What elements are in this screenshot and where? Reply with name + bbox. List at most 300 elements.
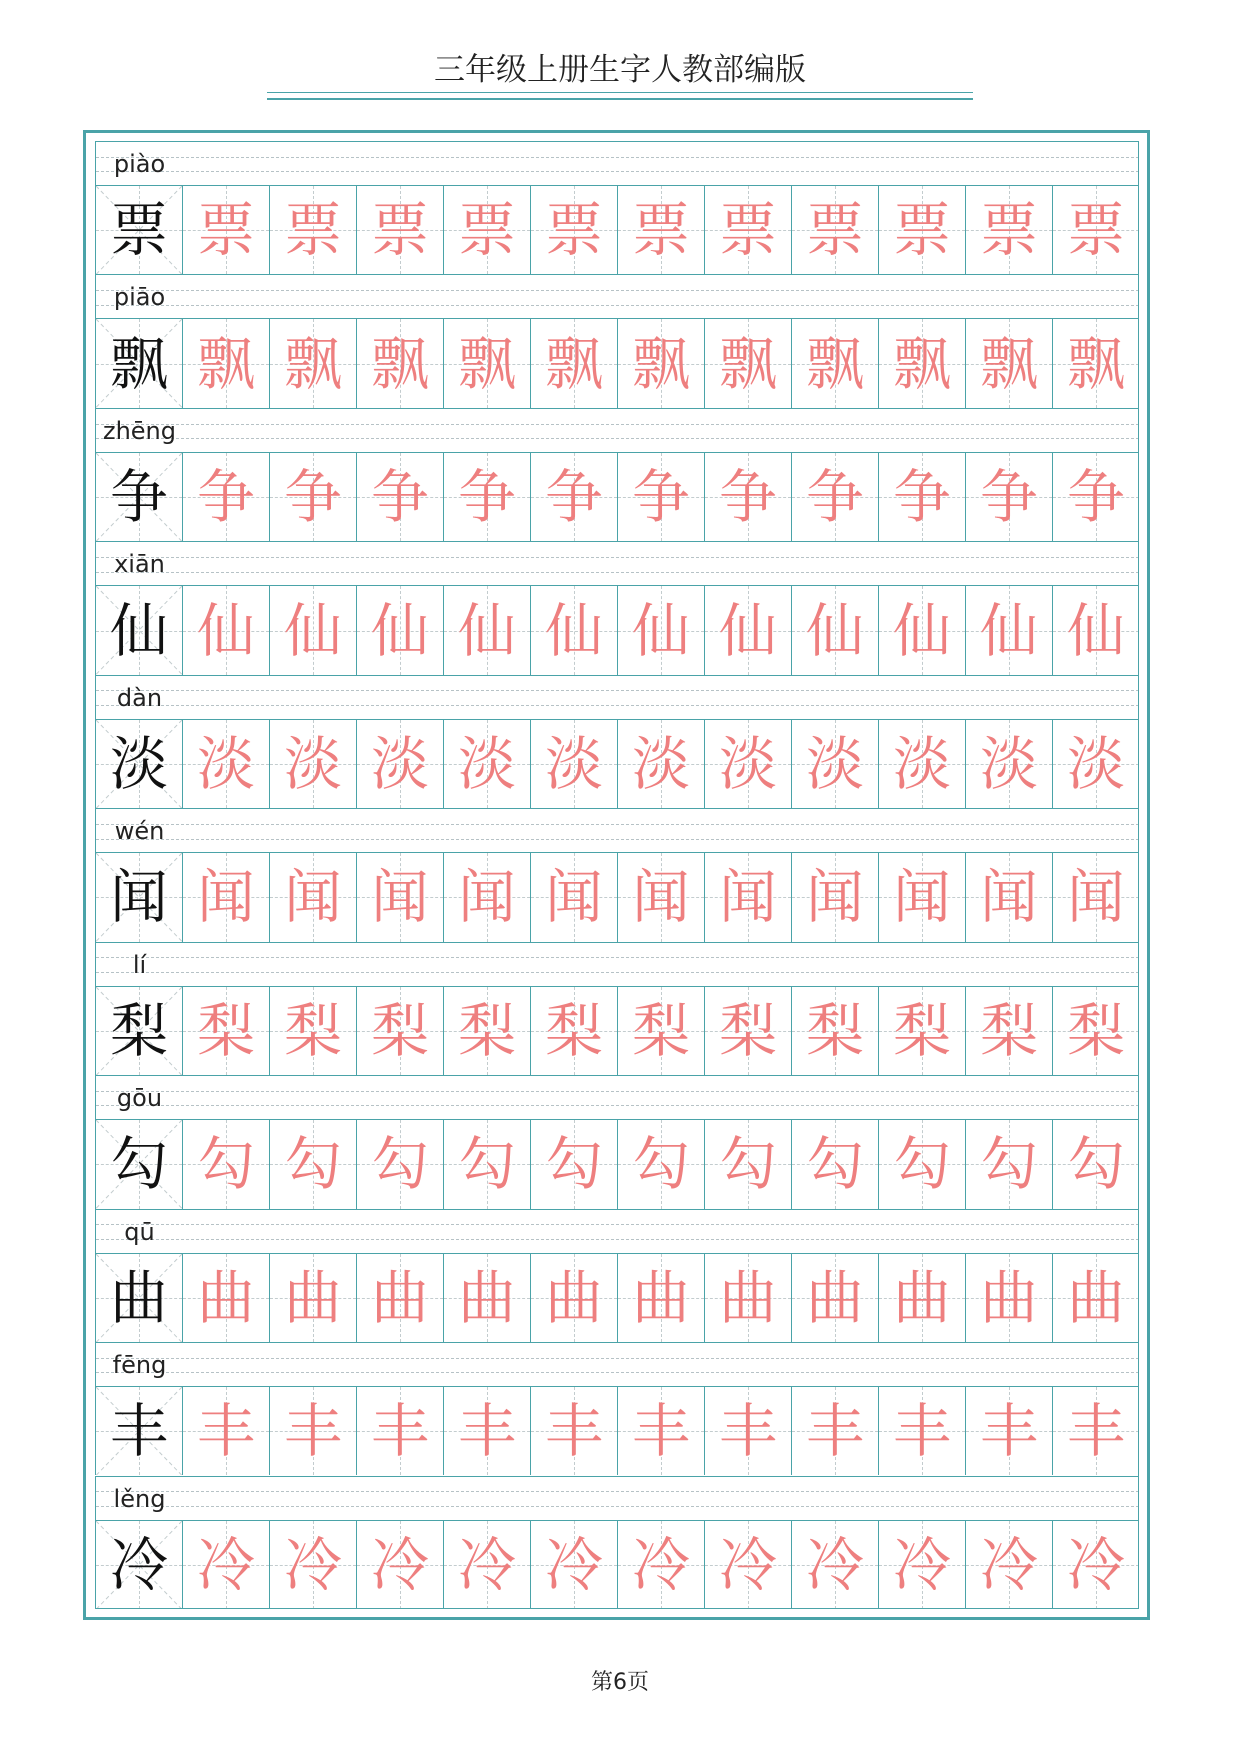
trace-character-cell[interactable] xyxy=(182,585,269,674)
trace-character-cell[interactable] xyxy=(617,1520,704,1609)
model-character-cell[interactable] xyxy=(95,1253,182,1342)
practice-row xyxy=(95,808,1139,941)
trace-character: 仙 xyxy=(979,596,1038,665)
model-character-cell[interactable] xyxy=(95,1386,182,1475)
pinyin-label: dàn xyxy=(116,683,163,712)
trace-character-cell[interactable] xyxy=(878,986,965,1075)
trace-character: 梨 xyxy=(805,996,864,1065)
trace-character-cell[interactable] xyxy=(182,1119,269,1208)
trace-character-cell[interactable] xyxy=(704,852,791,941)
pinyin-strip xyxy=(95,1342,1139,1386)
trace-character: 仙 xyxy=(196,596,255,665)
trace-character-cell[interactable] xyxy=(1052,318,1139,407)
trace-character-cell[interactable] xyxy=(704,1520,791,1609)
trace-character-cell[interactable] xyxy=(269,585,356,674)
trace-character-cell[interactable] xyxy=(530,318,617,407)
trace-character-cell[interactable] xyxy=(965,852,1052,941)
pinyin-strip xyxy=(95,1476,1139,1520)
trace-character: 淡 xyxy=(892,730,951,799)
trace-character: 丰 xyxy=(457,1397,516,1466)
trace-character-cell[interactable] xyxy=(182,719,269,808)
trace-character-cell[interactable] xyxy=(878,585,965,674)
pinyin-guide-line xyxy=(96,157,1139,158)
trace-character-cell[interactable] xyxy=(356,986,443,1075)
model-character-cell[interactable] xyxy=(95,852,182,941)
trace-character-cell[interactable] xyxy=(617,452,704,541)
pinyin-guide-line xyxy=(96,1224,1139,1225)
trace-character: 仙 xyxy=(457,596,516,665)
trace-character: 冷 xyxy=(979,1530,1038,1599)
trace-character: 争 xyxy=(370,463,429,532)
trace-character: 曲 xyxy=(892,1263,951,1332)
trace-character-cell[interactable] xyxy=(878,185,965,274)
trace-character: 飘 xyxy=(370,329,429,398)
trace-character: 闻 xyxy=(283,863,342,932)
trace-character: 争 xyxy=(718,463,777,532)
pinyin-label: xiān xyxy=(114,550,165,579)
trace-character-cell[interactable] xyxy=(1052,1386,1139,1475)
pinyin-guide-line xyxy=(96,438,1139,439)
trace-character-cell[interactable] xyxy=(617,1119,704,1208)
practice-row xyxy=(95,1342,1139,1475)
trace-character-cell[interactable] xyxy=(791,452,878,541)
trace-character: 丰 xyxy=(370,1397,429,1466)
trace-character: 勾 xyxy=(805,1130,864,1199)
model-character-cell[interactable] xyxy=(95,318,182,407)
trace-character: 梨 xyxy=(457,996,516,1065)
trace-character: 梨 xyxy=(283,996,342,1065)
grid-right-edge xyxy=(1138,141,1139,1609)
trace-character-cell[interactable] xyxy=(443,318,530,407)
trace-character-cell[interactable] xyxy=(269,1386,356,1475)
trace-character-cell[interactable] xyxy=(530,185,617,274)
trace-character: 票 xyxy=(196,196,255,265)
pinyin-label: zhēng xyxy=(102,416,177,445)
trace-character-cell[interactable] xyxy=(269,852,356,941)
trace-character-cell[interactable] xyxy=(530,1253,617,1342)
trace-character-cell[interactable] xyxy=(965,986,1052,1075)
trace-character: 勾 xyxy=(283,1130,342,1199)
pinyin-strip xyxy=(95,1209,1139,1253)
trace-character: 冷 xyxy=(196,1530,255,1599)
trace-character-cell[interactable] xyxy=(1052,719,1139,808)
trace-character: 曲 xyxy=(1066,1263,1125,1332)
trace-character-cell[interactable] xyxy=(356,452,443,541)
trace-character: 丰 xyxy=(544,1397,603,1466)
trace-character: 飘 xyxy=(805,329,864,398)
trace-character: 梨 xyxy=(979,996,1038,1065)
trace-character-cell[interactable] xyxy=(791,1119,878,1208)
trace-character-cell[interactable] xyxy=(965,1520,1052,1609)
trace-character-cell[interactable] xyxy=(356,1119,443,1208)
trace-character-cell[interactable] xyxy=(878,1119,965,1208)
pinyin-strip xyxy=(95,141,1139,185)
trace-character: 梨 xyxy=(370,996,429,1065)
model-character-cell[interactable] xyxy=(95,986,182,1075)
trace-character: 飘 xyxy=(892,329,951,398)
trace-character: 勾 xyxy=(631,1130,690,1199)
trace-character-cell[interactable] xyxy=(704,986,791,1075)
trace-character: 争 xyxy=(805,463,864,532)
trace-character-cell[interactable] xyxy=(878,1253,965,1342)
pinyin-guide-line xyxy=(96,1358,1139,1359)
trace-character: 丰 xyxy=(631,1397,690,1466)
trace-character: 争 xyxy=(892,463,951,532)
trace-character: 曲 xyxy=(805,1263,864,1332)
trace-character-cell[interactable] xyxy=(443,1520,530,1609)
trace-character-cell[interactable] xyxy=(965,318,1052,407)
pinyin-guide-line xyxy=(96,1506,1139,1507)
trace-character-cell[interactable] xyxy=(617,1386,704,1475)
trace-character-cell[interactable] xyxy=(965,585,1052,674)
model-character-cell[interactable] xyxy=(95,185,182,274)
trace-character-cell[interactable] xyxy=(356,1253,443,1342)
practice-row xyxy=(95,942,1139,1075)
pinyin-guide-line xyxy=(96,1105,1139,1106)
trace-character-cell[interactable] xyxy=(965,1253,1052,1342)
trace-character-cell[interactable] xyxy=(617,719,704,808)
model-character-cell[interactable] xyxy=(95,452,182,541)
trace-character-cell[interactable] xyxy=(182,452,269,541)
trace-character: 梨 xyxy=(631,996,690,1065)
trace-character-cell[interactable] xyxy=(791,852,878,941)
trace-character-cell[interactable] xyxy=(1052,852,1139,941)
practice-row xyxy=(95,675,1139,808)
model-character-cell[interactable] xyxy=(95,1119,182,1208)
practice-row xyxy=(95,408,1139,541)
trace-character-cell[interactable] xyxy=(1052,986,1139,1075)
pinyin-guide-line xyxy=(96,1091,1139,1092)
pinyin-strip xyxy=(95,408,1139,452)
trace-character-cell[interactable] xyxy=(1052,585,1139,674)
trace-character: 争 xyxy=(196,463,255,532)
trace-character: 淡 xyxy=(544,730,603,799)
trace-character: 票 xyxy=(979,196,1038,265)
trace-character-cell[interactable] xyxy=(704,585,791,674)
pinyin-guide-line xyxy=(96,972,1139,973)
trace-character-cell[interactable] xyxy=(356,585,443,674)
model-character: 争 xyxy=(109,463,168,532)
trace-character: 丰 xyxy=(892,1397,951,1466)
pinyin-strip xyxy=(95,675,1139,719)
model-character: 仙 xyxy=(109,596,168,665)
trace-character-cell[interactable] xyxy=(1052,185,1139,274)
trace-character: 争 xyxy=(631,463,690,532)
trace-character-cell[interactable] xyxy=(617,185,704,274)
trace-character-cell[interactable] xyxy=(356,719,443,808)
trace-character: 仙 xyxy=(370,596,429,665)
trace-character-cell[interactable] xyxy=(530,986,617,1075)
model-character: 飘 xyxy=(109,329,168,398)
trace-character: 丰 xyxy=(283,1397,342,1466)
trace-character: 闻 xyxy=(631,863,690,932)
trace-character-cell[interactable] xyxy=(965,185,1052,274)
trace-character-cell[interactable] xyxy=(791,719,878,808)
trace-character: 冷 xyxy=(631,1530,690,1599)
pinyin-label: qū xyxy=(124,1217,155,1246)
pinyin-strip xyxy=(95,541,1139,585)
trace-character: 勾 xyxy=(1066,1130,1125,1199)
trace-character: 票 xyxy=(1066,196,1125,265)
trace-character-cell[interactable] xyxy=(704,1253,791,1342)
pinyin-guide-line xyxy=(96,839,1139,840)
trace-character-cell[interactable] xyxy=(182,1520,269,1609)
trace-character: 冷 xyxy=(1066,1530,1125,1599)
trace-character-cell[interactable] xyxy=(704,1386,791,1475)
trace-character-cell[interactable] xyxy=(704,452,791,541)
model-character: 闻 xyxy=(109,863,168,932)
trace-character: 仙 xyxy=(1066,596,1125,665)
trace-character-cell[interactable] xyxy=(791,185,878,274)
trace-character-cell[interactable] xyxy=(182,185,269,274)
trace-character: 飘 xyxy=(631,329,690,398)
trace-character: 丰 xyxy=(805,1397,864,1466)
trace-character-cell[interactable] xyxy=(1052,1520,1139,1609)
model-character-cell[interactable] xyxy=(95,585,182,674)
trace-character-cell[interactable] xyxy=(356,1520,443,1609)
trace-character: 冷 xyxy=(892,1530,951,1599)
trace-character: 淡 xyxy=(370,730,429,799)
trace-character-cell[interactable] xyxy=(530,719,617,808)
trace-character-cell[interactable] xyxy=(356,318,443,407)
trace-character: 曲 xyxy=(544,1263,603,1332)
trace-character-cell[interactable] xyxy=(704,719,791,808)
trace-character: 冷 xyxy=(718,1530,777,1599)
model-character-cell[interactable] xyxy=(95,719,182,808)
trace-character: 争 xyxy=(1066,463,1125,532)
page-number: 第6页 xyxy=(591,1670,649,1695)
trace-character-cell[interactable] xyxy=(182,1386,269,1475)
trace-character-cell[interactable] xyxy=(704,318,791,407)
trace-character-cell[interactable] xyxy=(269,986,356,1075)
pinyin-guide-line xyxy=(96,690,1139,691)
trace-character: 勾 xyxy=(370,1130,429,1199)
trace-character-cell[interactable] xyxy=(965,1119,1052,1208)
title-underline-thick xyxy=(267,98,973,100)
trace-character: 丰 xyxy=(979,1397,1038,1466)
trace-character-cell[interactable] xyxy=(182,852,269,941)
trace-character-cell[interactable] xyxy=(1052,1253,1139,1342)
trace-character: 飘 xyxy=(544,329,603,398)
trace-character-cell[interactable] xyxy=(878,318,965,407)
page-title: 三年级上册生字人教部编版 xyxy=(434,52,806,88)
trace-character: 闻 xyxy=(979,863,1038,932)
title-underline-thin xyxy=(267,92,973,93)
trace-character-cell[interactable] xyxy=(443,986,530,1075)
trace-character-cell[interactable] xyxy=(965,719,1052,808)
trace-character-cell[interactable] xyxy=(269,1520,356,1609)
trace-character-cell[interactable] xyxy=(791,1386,878,1475)
trace-character: 梨 xyxy=(196,996,255,1065)
pinyin-strip xyxy=(95,274,1139,318)
pinyin-label: wén xyxy=(114,817,165,846)
trace-character: 闻 xyxy=(196,863,255,932)
trace-character-cell[interactable] xyxy=(443,852,530,941)
trace-character-cell[interactable] xyxy=(182,986,269,1075)
trace-character-cell[interactable] xyxy=(878,1386,965,1475)
trace-character: 勾 xyxy=(718,1130,777,1199)
trace-character: 飘 xyxy=(283,329,342,398)
trace-character-cell[interactable] xyxy=(617,318,704,407)
trace-character-cell[interactable] xyxy=(704,185,791,274)
trace-character-cell[interactable] xyxy=(269,318,356,407)
pinyin-strip xyxy=(95,1075,1139,1119)
pinyin-guide-line xyxy=(96,705,1139,706)
pinyin-label: lí xyxy=(132,950,147,979)
pinyin-guide-line xyxy=(96,557,1139,558)
trace-character-cell[interactable] xyxy=(269,452,356,541)
trace-character: 梨 xyxy=(718,996,777,1065)
trace-character: 仙 xyxy=(805,596,864,665)
trace-character-cell[interactable] xyxy=(269,185,356,274)
trace-character: 飘 xyxy=(196,329,255,398)
practice-row xyxy=(95,1476,1139,1609)
trace-character: 淡 xyxy=(1066,730,1125,799)
pinyin-guide-line xyxy=(96,957,1139,958)
model-character: 票 xyxy=(109,196,168,265)
model-character: 梨 xyxy=(109,996,168,1065)
pinyin-strip xyxy=(95,808,1139,852)
trace-character-cell[interactable] xyxy=(1052,452,1139,541)
trace-character-cell[interactable] xyxy=(878,719,965,808)
trace-character: 淡 xyxy=(196,730,255,799)
trace-character-cell[interactable] xyxy=(965,452,1052,541)
trace-character-cell[interactable] xyxy=(356,852,443,941)
pinyin-label: piāo xyxy=(113,283,166,312)
trace-character: 飘 xyxy=(457,329,516,398)
trace-character: 仙 xyxy=(892,596,951,665)
trace-character: 曲 xyxy=(370,1263,429,1332)
trace-character: 票 xyxy=(457,196,516,265)
trace-character: 飘 xyxy=(718,329,777,398)
pinyin-strip xyxy=(95,942,1139,986)
trace-character: 冷 xyxy=(370,1530,429,1599)
trace-character: 梨 xyxy=(544,996,603,1065)
pinyin-label: gōu xyxy=(116,1084,163,1113)
practice-row xyxy=(95,541,1139,674)
trace-character: 丰 xyxy=(196,1397,255,1466)
pinyin-label: piào xyxy=(113,150,166,178)
trace-character-cell[interactable] xyxy=(617,1253,704,1342)
trace-character-cell[interactable] xyxy=(791,585,878,674)
pinyin-guide-line xyxy=(96,1491,1139,1492)
trace-character-cell[interactable] xyxy=(878,452,965,541)
trace-character: 冷 xyxy=(544,1530,603,1599)
trace-character-cell[interactable] xyxy=(530,1520,617,1609)
trace-character: 闻 xyxy=(1066,863,1125,932)
trace-character-cell[interactable] xyxy=(530,1119,617,1208)
trace-character: 勾 xyxy=(979,1130,1038,1199)
trace-character-cell[interactable] xyxy=(356,185,443,274)
trace-character-cell[interactable] xyxy=(791,1520,878,1609)
trace-character: 勾 xyxy=(544,1130,603,1199)
trace-character-cell[interactable] xyxy=(878,852,965,941)
trace-character-cell[interactable] xyxy=(182,1253,269,1342)
trace-character: 曲 xyxy=(457,1263,516,1332)
trace-character: 争 xyxy=(457,463,516,532)
trace-character-cell[interactable] xyxy=(443,185,530,274)
trace-character: 飘 xyxy=(979,329,1038,398)
trace-character: 闻 xyxy=(544,863,603,932)
trace-character-cell[interactable] xyxy=(617,585,704,674)
trace-character-cell[interactable] xyxy=(182,318,269,407)
trace-character: 仙 xyxy=(631,596,690,665)
trace-character-cell[interactable] xyxy=(878,1520,965,1609)
trace-character: 丰 xyxy=(1066,1397,1125,1466)
trace-character-cell[interactable] xyxy=(530,585,617,674)
trace-character: 票 xyxy=(892,196,951,265)
trace-character-cell[interactable] xyxy=(617,986,704,1075)
pinyin-guide-line xyxy=(96,290,1139,291)
trace-character-cell[interactable] xyxy=(791,1253,878,1342)
model-character: 冷 xyxy=(109,1530,168,1599)
trace-character: 勾 xyxy=(457,1130,516,1199)
trace-character-cell[interactable] xyxy=(443,1119,530,1208)
trace-character-cell[interactable] xyxy=(443,452,530,541)
trace-character-cell[interactable] xyxy=(965,1386,1052,1475)
model-character: 丰 xyxy=(109,1397,168,1466)
trace-character-cell[interactable] xyxy=(443,1253,530,1342)
trace-character: 淡 xyxy=(979,730,1038,799)
trace-character: 仙 xyxy=(718,596,777,665)
trace-character: 争 xyxy=(979,463,1038,532)
trace-character: 票 xyxy=(631,196,690,265)
trace-character: 梨 xyxy=(892,996,951,1065)
trace-character-cell[interactable] xyxy=(443,585,530,674)
pinyin-label: lěng xyxy=(113,1484,166,1513)
trace-character: 争 xyxy=(544,463,603,532)
trace-character: 闻 xyxy=(892,863,951,932)
trace-character: 票 xyxy=(805,196,864,265)
trace-character-cell[interactable] xyxy=(269,719,356,808)
trace-character-cell[interactable] xyxy=(1052,1119,1139,1208)
trace-character: 闻 xyxy=(718,863,777,932)
pinyin-guide-line xyxy=(96,424,1139,425)
trace-character-cell[interactable] xyxy=(791,318,878,407)
trace-character: 丰 xyxy=(718,1397,777,1466)
model-character: 曲 xyxy=(109,1263,168,1332)
model-character-cell[interactable] xyxy=(95,1520,182,1609)
model-character: 淡 xyxy=(109,730,168,799)
trace-character: 勾 xyxy=(892,1130,951,1199)
trace-character-cell[interactable] xyxy=(704,1119,791,1208)
trace-character-cell[interactable] xyxy=(269,1119,356,1208)
trace-character-cell[interactable] xyxy=(443,1386,530,1475)
practice-row xyxy=(95,1075,1139,1208)
character-practice-grid xyxy=(95,141,1139,1609)
trace-character-cell[interactable] xyxy=(443,719,530,808)
trace-character: 仙 xyxy=(283,596,342,665)
trace-character: 闻 xyxy=(457,863,516,932)
trace-character: 冷 xyxy=(457,1530,516,1599)
trace-character: 仙 xyxy=(544,596,603,665)
trace-character-cell[interactable] xyxy=(530,852,617,941)
trace-character: 票 xyxy=(544,196,603,265)
pinyin-guide-line xyxy=(96,171,1139,172)
trace-character: 曲 xyxy=(979,1263,1038,1332)
trace-character-cell[interactable] xyxy=(530,1386,617,1475)
trace-character-cell[interactable] xyxy=(269,1253,356,1342)
trace-character-cell[interactable] xyxy=(530,452,617,541)
trace-character-cell[interactable] xyxy=(356,1386,443,1475)
trace-character-cell[interactable] xyxy=(791,986,878,1075)
grid-bottom-edge xyxy=(95,1608,1139,1609)
trace-character: 冷 xyxy=(805,1530,864,1599)
trace-character: 淡 xyxy=(805,730,864,799)
trace-character-cell[interactable] xyxy=(617,852,704,941)
trace-character: 淡 xyxy=(283,730,342,799)
trace-character: 票 xyxy=(718,196,777,265)
